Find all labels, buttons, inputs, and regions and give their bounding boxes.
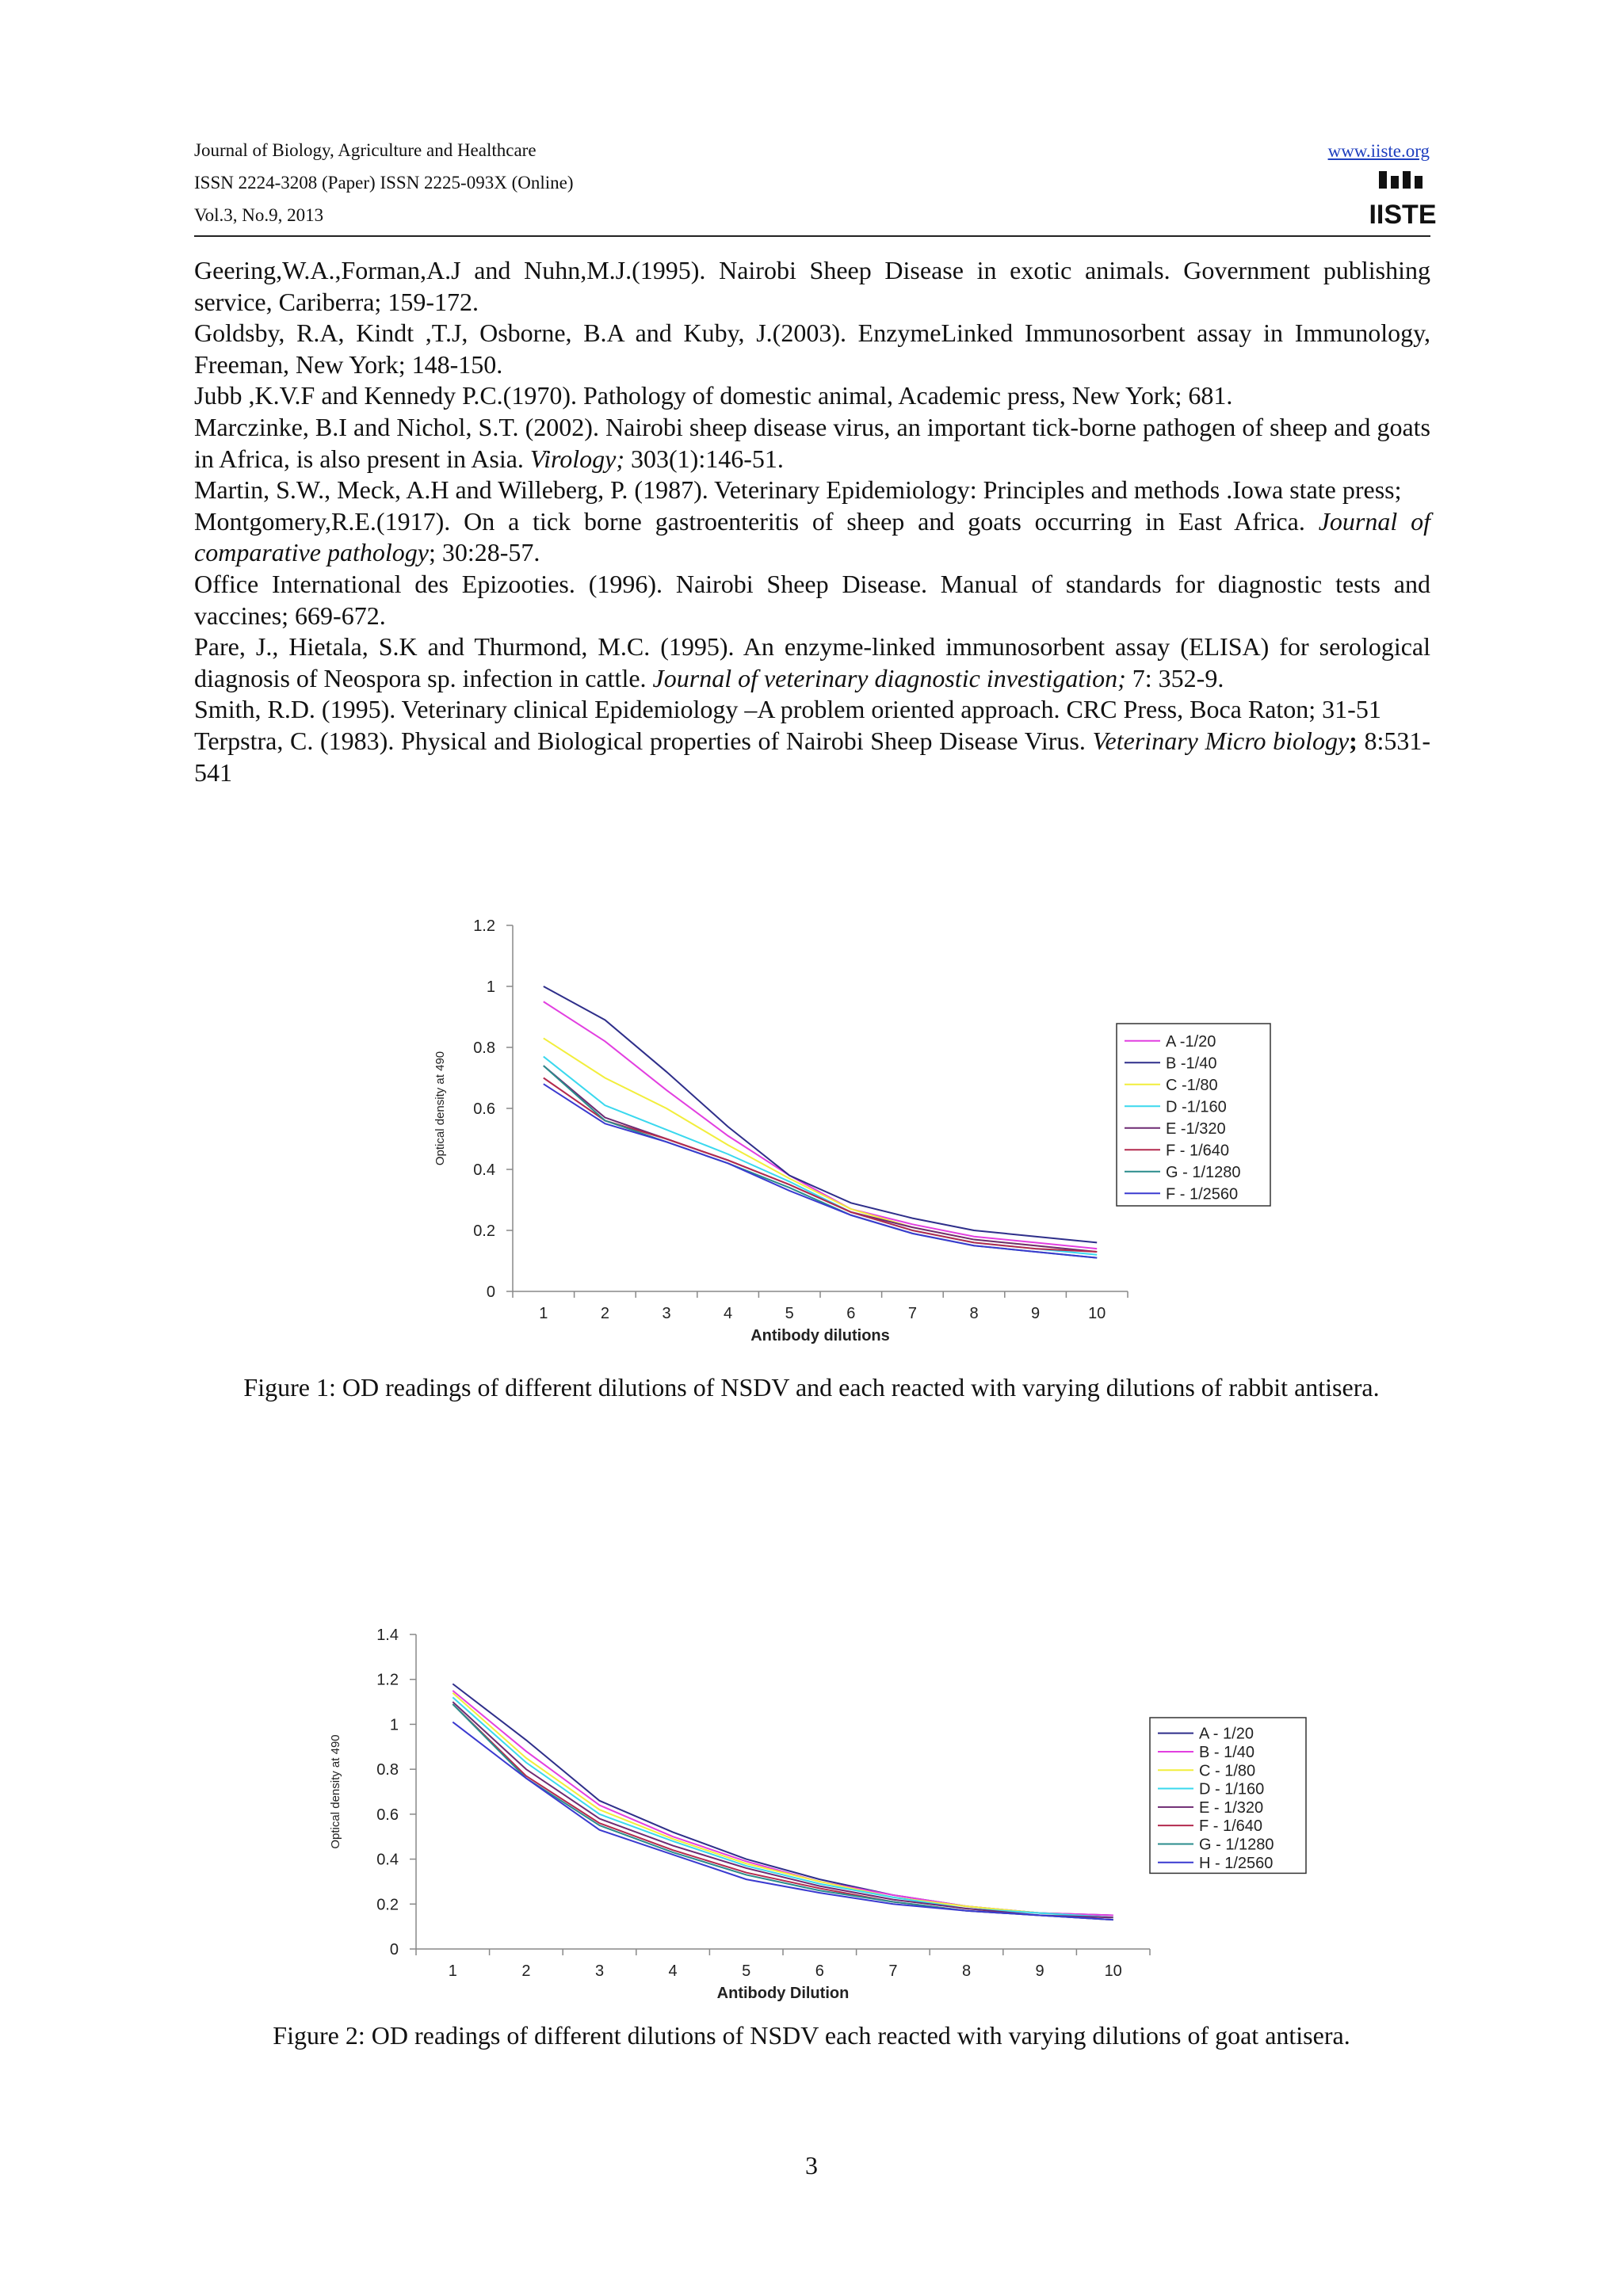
reference-text: Journal of comparative pathology — [194, 506, 1431, 567]
legend-label: B - 1/40 — [1199, 1743, 1255, 1761]
reference-entry — [194, 694, 1430, 726]
legend-label: B -1/40 — [1166, 1055, 1217, 1073]
reference-entry — [194, 569, 1430, 631]
x-tick-label: 1 — [448, 1962, 457, 1980]
y-tick-label: 1 — [486, 978, 495, 996]
reference-text: 8:531-541 — [194, 726, 1431, 787]
series-line — [544, 1078, 1097, 1252]
reference-text: Veterinary Micro biology — [1092, 726, 1350, 755]
y-tick-label: 1.2 — [473, 917, 495, 935]
x-axis-title: Antibody Dilution — [716, 1985, 850, 2002]
series-line — [453, 1697, 1113, 1917]
y-tick-label: 0 — [486, 1283, 495, 1301]
x-tick-label: 5 — [742, 1962, 751, 1980]
journal-name: Journal of Biology, Agriculture and Healthcare — [194, 140, 537, 160]
x-tick-label: 2 — [600, 1305, 609, 1322]
page-number: 3 — [805, 2151, 818, 2180]
y-axis-title: Optical density at 490 — [329, 1734, 342, 1849]
y-tick-label: 1 — [389, 1716, 399, 1734]
y-tick-label: 0 — [389, 1941, 399, 1958]
y-tick-label: 0.6 — [473, 1100, 495, 1118]
journal-url-link[interactable]: www.iiste.org — [1327, 141, 1430, 161]
reference-text: Virology; — [529, 444, 624, 473]
series-line — [453, 1722, 1113, 1920]
x-tick-label: 4 — [668, 1962, 678, 1980]
x-tick-label: 7 — [888, 1962, 898, 1980]
legend-label: F - 1/640 — [1166, 1142, 1230, 1160]
legend-label: E -1/320 — [1166, 1119, 1226, 1138]
y-tick-label: 0.8 — [376, 1761, 399, 1779]
reference-text: 303(1):146-51. — [624, 444, 784, 473]
reference-text: Office International des Epizooties. (1996). Nairobi Sheep Disease. Manual of standards for diagnostic tests and vaccines; 669-672. — [194, 569, 1430, 630]
series-line — [544, 1084, 1097, 1257]
iiste-logo — [1369, 168, 1437, 230]
y-axis-title: Optical density at 490 — [433, 1051, 447, 1166]
legend-label: H - 1/2560 — [1199, 1854, 1274, 1872]
reference-entry — [194, 380, 1430, 412]
x-tick-label: 3 — [662, 1305, 671, 1322]
x-tick-label: 2 — [521, 1962, 531, 1980]
reference-text: Montgomery,R.E.(1917). On a tick borne gastroenteritis of sheep and goats occurring in East Africa. — [194, 506, 1319, 536]
issn-line: ISSN 2224-3208 (Paper) ISSN 2225-093X (Online) — [194, 173, 574, 193]
series-line — [453, 1702, 1113, 1917]
series-line — [453, 1691, 1113, 1916]
reference-text: Terpstra, C. (1983). Physical and Biological properties of Nairobi Sheep Disease Virus. — [194, 726, 1093, 755]
reference-text: Pare, J., Hietala, S.K and Thurmond, M.C. (1995). An enzyme-linked immunosorbent assay (ELISA) for serological diagnosis of Neospora sp. infection in cattle. — [194, 632, 1430, 692]
legend-label: C - 1/80 — [1199, 1762, 1256, 1780]
y-tick-label: 0.6 — [376, 1806, 399, 1824]
reference-text: Jubb ,K.V.F and Kennedy P.C.(1970). Pathology of domestic animal, Academic press, New York; 681. — [194, 381, 1233, 410]
x-axis-title: Antibody dilutions — [750, 1327, 890, 1344]
reference-entry — [194, 318, 1430, 380]
x-tick-label: 6 — [815, 1962, 824, 1980]
figure-2-caption: Figure 2: OD readings of different dilutions of NSDV each reacted with varying dilutions of goat antisera. — [273, 2021, 1350, 2050]
legend-label: A - 1/20 — [1199, 1725, 1254, 1743]
legend-label: F - 1/640 — [1199, 1817, 1263, 1836]
series-line — [453, 1704, 1113, 1920]
reference-list — [194, 255, 1430, 788]
legend-label: C -1/80 — [1166, 1076, 1218, 1094]
reference-entry — [194, 631, 1430, 694]
y-tick-label: 1.2 — [376, 1671, 399, 1689]
x-tick-label: 5 — [785, 1305, 794, 1322]
volume-line: Vol.3, No.9, 2013 — [194, 205, 324, 225]
y-tick-label: 0.4 — [376, 1851, 399, 1869]
reference-text: ; — [1349, 726, 1358, 755]
y-tick-label: 0.2 — [473, 1222, 495, 1240]
reference-text: 7: 352-9. — [1125, 663, 1224, 692]
x-tick-label: 3 — [594, 1962, 605, 1980]
series-line — [544, 1066, 1097, 1252]
reference-text: ; 30:28-57. — [428, 538, 540, 567]
legend-label: D -1/160 — [1166, 1098, 1227, 1116]
x-tick-label: 4 — [724, 1305, 733, 1322]
figure-1-chart — [428, 911, 1284, 1355]
x-tick-label: 8 — [969, 1305, 979, 1322]
legend-label: D - 1/160 — [1199, 1780, 1265, 1798]
reference-text: Smith, R.D. (1995). Veterinary clinical Epidemiology –A problem oriented approach. CRC Press, Boca Raton; 31-51 — [194, 695, 1381, 724]
y-tick-label: 0.2 — [376, 1896, 399, 1914]
series-line — [544, 1038, 1097, 1252]
logo-text: IISTE — [1369, 200, 1437, 230]
figure-1-caption: Figure 1: OD readings of different dilutions of NSDV and each reacted with varying dilutions of rabbit antisera. — [243, 1373, 1380, 1402]
x-tick-label: 9 — [1035, 1962, 1044, 1980]
y-tick-label: 1.4 — [376, 1627, 399, 1644]
series-line — [453, 1693, 1113, 1918]
x-tick-label: 9 — [1031, 1305, 1041, 1322]
reference-entry — [194, 412, 1430, 475]
y-tick-label: 0.4 — [473, 1161, 495, 1179]
reference-entry — [194, 255, 1430, 318]
x-tick-label: 8 — [961, 1962, 972, 1980]
y-tick-label: 0.8 — [473, 1039, 495, 1057]
reference-entry — [194, 726, 1430, 788]
x-tick-label: 10 — [1088, 1305, 1106, 1322]
legend-label: F - 1/2560 — [1166, 1185, 1239, 1203]
reference-text: Goldsby, R.A, Kindt ,T.J, Osborne, B.A and Kuby, J.(2003). EnzymeLinked Immunosorbent assay in Immunology, Freeman, New York; 148-150. — [194, 318, 1430, 379]
header-rule — [194, 235, 1430, 237]
legend-label: G - 1/1280 — [1199, 1836, 1274, 1854]
series-line — [544, 1057, 1097, 1255]
reference-entry — [194, 475, 1430, 506]
x-tick-label: 1 — [539, 1305, 548, 1322]
legend-label: G - 1/1280 — [1166, 1163, 1241, 1181]
x-tick-label: 6 — [846, 1305, 856, 1322]
series-line — [544, 1066, 1097, 1258]
x-tick-label: 10 — [1104, 1962, 1122, 1980]
reference-text: Martin, S.W., Meck, A.H and Willeberg, P. (1987). Veterinary Epidemiology: Principles and methods .Iowa state press; — [194, 475, 1402, 505]
legend — [1117, 1024, 1270, 1206]
reference-text: Geering,W.A.,Forman,A.J and Nuhn,M.J.(1995). Nairobi Sheep Disease in exotic animals. Government publishing service, Cariberra; 159-172. — [194, 256, 1430, 316]
series-line — [453, 1704, 1113, 1920]
figure-2-chart — [325, 1612, 1323, 2008]
x-tick-label: 7 — [907, 1305, 917, 1322]
reference-entry — [194, 506, 1430, 569]
reference-text: Marczinke, B.I and Nichol, S.T. (2002). Nairobi sheep disease virus, an important tick-borne pathogen of sheep and goats in Africa, is also present in Asia. — [194, 412, 1430, 473]
reference-text: Journal of veterinary diagnostic investigation; — [652, 663, 1126, 692]
legend-label: E - 1/320 — [1199, 1798, 1264, 1817]
legend-label: A -1/20 — [1166, 1032, 1216, 1051]
legend — [1150, 1718, 1306, 1873]
